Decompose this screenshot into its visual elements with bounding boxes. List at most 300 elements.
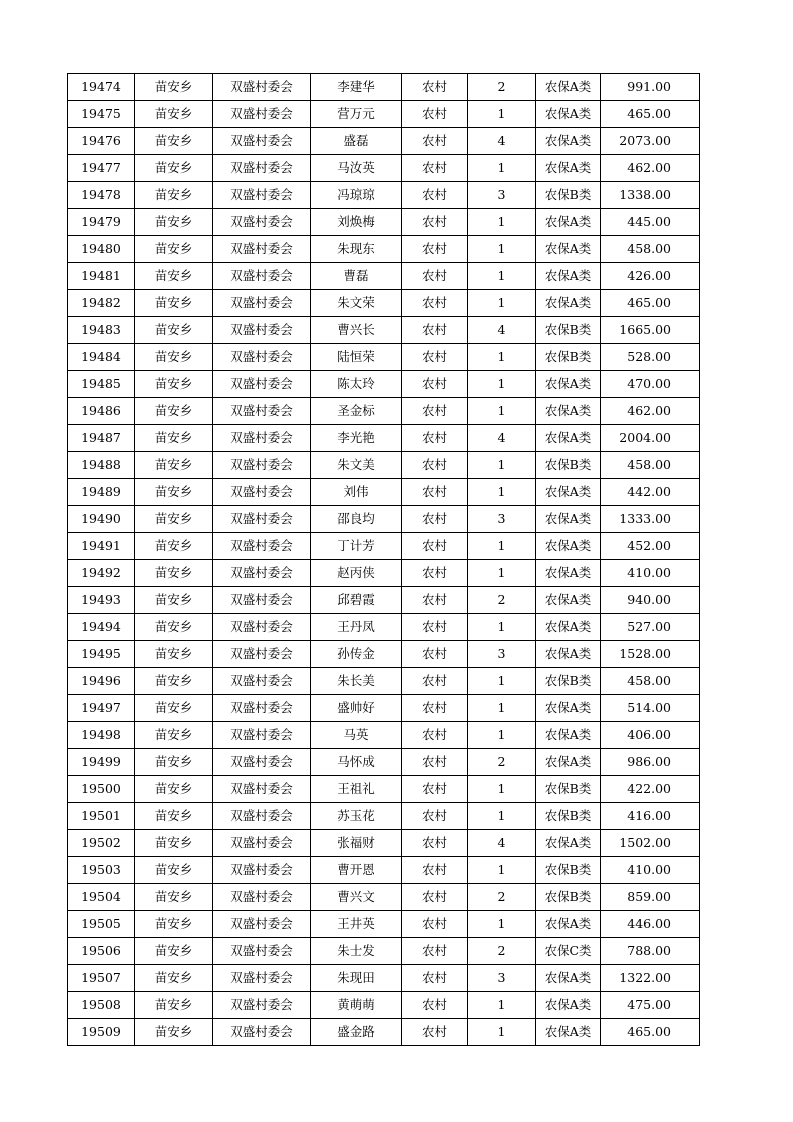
record-id-cell: 19483: [68, 317, 135, 344]
table-row: [68, 641, 700, 668]
table-row: [68, 398, 700, 425]
area-type-cell: 农村: [402, 533, 468, 560]
record-id-cell: 19498: [68, 722, 135, 749]
record-id-cell: 19495: [68, 641, 135, 668]
person-name-cell: 朱长美: [311, 668, 402, 695]
person-name-cell: 盛帅好: [311, 695, 402, 722]
amount-cell: 458.00: [601, 668, 700, 695]
amount-cell: 422.00: [601, 776, 700, 803]
township-cell: 苗安乡: [135, 236, 213, 263]
amount-cell: 465.00: [601, 290, 700, 317]
person-name-cell: 曹磊: [311, 263, 402, 290]
record-id-cell: 19496: [68, 668, 135, 695]
table-row: [68, 965, 700, 992]
amount-cell: 1322.00: [601, 965, 700, 992]
person-name-cell: 李光艳: [311, 425, 402, 452]
insurance-category-cell: 农保B类: [536, 317, 601, 344]
insurance-category-cell: 农保A类: [536, 965, 601, 992]
village-committee-cell: 双盛村委会: [213, 803, 311, 830]
amount-cell: 406.00: [601, 722, 700, 749]
household-count-cell: 2: [468, 749, 536, 776]
insurance-category-cell: 农保A类: [536, 74, 601, 101]
person-name-cell: 邵良均: [311, 506, 402, 533]
table-row: [68, 344, 700, 371]
insurance-category-cell: 农保B类: [536, 182, 601, 209]
record-id-cell: 19497: [68, 695, 135, 722]
household-count-cell: 4: [468, 425, 536, 452]
village-committee-cell: 双盛村委会: [213, 263, 311, 290]
record-id-cell: 19481: [68, 263, 135, 290]
township-cell: 苗安乡: [135, 695, 213, 722]
township-cell: 苗安乡: [135, 722, 213, 749]
person-name-cell: 黄萌萌: [311, 992, 402, 1019]
insurance-category-cell: 农保A类: [536, 560, 601, 587]
person-name-cell: 马怀成: [311, 749, 402, 776]
area-type-cell: 农村: [402, 398, 468, 425]
village-committee-cell: 双盛村委会: [213, 74, 311, 101]
township-cell: 苗安乡: [135, 614, 213, 641]
amount-cell: 458.00: [601, 236, 700, 263]
table-row: [68, 938, 700, 965]
amount-cell: 1528.00: [601, 641, 700, 668]
amount-cell: 1333.00: [601, 506, 700, 533]
person-name-cell: 盛磊: [311, 128, 402, 155]
household-count-cell: 1: [468, 722, 536, 749]
person-name-cell: 张福财: [311, 830, 402, 857]
person-name-cell: 苏玉花: [311, 803, 402, 830]
table-row: [68, 371, 700, 398]
record-id-cell: 19478: [68, 182, 135, 209]
insurance-category-cell: 农保B类: [536, 884, 601, 911]
table-row: [68, 236, 700, 263]
household-count-cell: 1: [468, 560, 536, 587]
record-id-cell: 19503: [68, 857, 135, 884]
amount-cell: 788.00: [601, 938, 700, 965]
table-row: [68, 614, 700, 641]
amount-cell: 452.00: [601, 533, 700, 560]
area-type-cell: 农村: [402, 317, 468, 344]
amount-cell: 1338.00: [601, 182, 700, 209]
table-row: [68, 101, 700, 128]
village-committee-cell: 双盛村委会: [213, 425, 311, 452]
insurance-category-cell: 农保A类: [536, 263, 601, 290]
amount-cell: 410.00: [601, 857, 700, 884]
area-type-cell: 农村: [402, 614, 468, 641]
area-type-cell: 农村: [402, 506, 468, 533]
record-id-cell: 19484: [68, 344, 135, 371]
village-committee-cell: 双盛村委会: [213, 344, 311, 371]
table-row: [68, 452, 700, 479]
township-cell: 苗安乡: [135, 533, 213, 560]
area-type-cell: 农村: [402, 425, 468, 452]
person-name-cell: 圣金标: [311, 398, 402, 425]
area-type-cell: 农村: [402, 992, 468, 1019]
person-name-cell: 曹兴文: [311, 884, 402, 911]
township-cell: 苗安乡: [135, 398, 213, 425]
village-committee-cell: 双盛村委会: [213, 857, 311, 884]
table-row: [68, 992, 700, 1019]
household-count-cell: 1: [468, 857, 536, 884]
area-type-cell: 农村: [402, 560, 468, 587]
household-count-cell: 1: [468, 992, 536, 1019]
township-cell: 苗安乡: [135, 182, 213, 209]
table-row: [68, 587, 700, 614]
insurance-category-cell: 农保B类: [536, 776, 601, 803]
person-name-cell: 刘伟: [311, 479, 402, 506]
household-count-cell: 2: [468, 74, 536, 101]
record-id-cell: 19488: [68, 452, 135, 479]
table-row: [68, 911, 700, 938]
insurance-category-cell: 农保B类: [536, 668, 601, 695]
household-count-cell: 3: [468, 182, 536, 209]
insurance-category-cell: 农保A类: [536, 587, 601, 614]
insurance-category-cell: 农保A类: [536, 479, 601, 506]
table-row: [68, 182, 700, 209]
household-count-cell: 3: [468, 506, 536, 533]
township-cell: 苗安乡: [135, 641, 213, 668]
person-name-cell: 马汝英: [311, 155, 402, 182]
village-committee-cell: 双盛村委会: [213, 182, 311, 209]
household-count-cell: 1: [468, 344, 536, 371]
area-type-cell: 农村: [402, 857, 468, 884]
table-row: [68, 749, 700, 776]
record-id-cell: 19476: [68, 128, 135, 155]
record-id-cell: 19479: [68, 209, 135, 236]
record-id-cell: 19505: [68, 911, 135, 938]
township-cell: 苗安乡: [135, 425, 213, 452]
village-committee-cell: 双盛村委会: [213, 938, 311, 965]
amount-cell: 475.00: [601, 992, 700, 1019]
table-row: [68, 263, 700, 290]
area-type-cell: 农村: [402, 938, 468, 965]
area-type-cell: 农村: [402, 695, 468, 722]
household-count-cell: 1: [468, 479, 536, 506]
table-row: [68, 1019, 700, 1046]
area-type-cell: 农村: [402, 884, 468, 911]
amount-cell: 462.00: [601, 398, 700, 425]
amount-cell: 2004.00: [601, 425, 700, 452]
household-count-cell: 1: [468, 398, 536, 425]
area-type-cell: 农村: [402, 452, 468, 479]
insurance-category-cell: 农保A类: [536, 992, 601, 1019]
area-type-cell: 农村: [402, 128, 468, 155]
village-committee-cell: 双盛村委会: [213, 560, 311, 587]
household-count-cell: 1: [468, 371, 536, 398]
record-id-cell: 19485: [68, 371, 135, 398]
person-name-cell: 丁计芳: [311, 533, 402, 560]
household-count-cell: 1: [468, 290, 536, 317]
record-id-cell: 19477: [68, 155, 135, 182]
insurance-category-cell: 农保A类: [536, 1019, 601, 1046]
household-count-cell: 4: [468, 317, 536, 344]
household-count-cell: 1: [468, 668, 536, 695]
amount-cell: 1665.00: [601, 317, 700, 344]
record-id-cell: 19486: [68, 398, 135, 425]
table-row: [68, 479, 700, 506]
record-id-cell: 19474: [68, 74, 135, 101]
village-committee-cell: 双盛村委会: [213, 533, 311, 560]
area-type-cell: 农村: [402, 101, 468, 128]
area-type-cell: 农村: [402, 236, 468, 263]
amount-cell: 442.00: [601, 479, 700, 506]
table-row: [68, 317, 700, 344]
area-type-cell: 农村: [402, 587, 468, 614]
area-type-cell: 农村: [402, 803, 468, 830]
township-cell: 苗安乡: [135, 344, 213, 371]
area-type-cell: 农村: [402, 965, 468, 992]
insurance-category-cell: 农保A类: [536, 101, 601, 128]
insurance-category-cell: 农保C类: [536, 938, 601, 965]
person-name-cell: 陈太玲: [311, 371, 402, 398]
amount-cell: 1502.00: [601, 830, 700, 857]
village-committee-cell: 双盛村委会: [213, 641, 311, 668]
record-id-cell: 19482: [68, 290, 135, 317]
township-cell: 苗安乡: [135, 911, 213, 938]
household-count-cell: 3: [468, 965, 536, 992]
township-cell: 苗安乡: [135, 317, 213, 344]
amount-cell: 458.00: [601, 452, 700, 479]
record-id-cell: 19493: [68, 587, 135, 614]
insurance-category-cell: 农保B类: [536, 803, 601, 830]
township-cell: 苗安乡: [135, 560, 213, 587]
person-name-cell: 孙传金: [311, 641, 402, 668]
insurance-category-cell: 农保A类: [536, 398, 601, 425]
village-committee-cell: 双盛村委会: [213, 452, 311, 479]
household-count-cell: 2: [468, 938, 536, 965]
person-name-cell: 朱文美: [311, 452, 402, 479]
area-type-cell: 农村: [402, 749, 468, 776]
household-count-cell: 1: [468, 695, 536, 722]
township-cell: 苗安乡: [135, 803, 213, 830]
record-id-cell: 19501: [68, 803, 135, 830]
person-name-cell: 王丹凤: [311, 614, 402, 641]
amount-cell: 986.00: [601, 749, 700, 776]
village-committee-cell: 双盛村委会: [213, 290, 311, 317]
village-committee-cell: 双盛村委会: [213, 236, 311, 263]
insurance-category-cell: 农保A类: [536, 371, 601, 398]
township-cell: 苗安乡: [135, 668, 213, 695]
area-type-cell: 农村: [402, 722, 468, 749]
area-type-cell: 农村: [402, 668, 468, 695]
household-count-cell: 1: [468, 101, 536, 128]
record-id-cell: 19499: [68, 749, 135, 776]
person-name-cell: 曹兴长: [311, 317, 402, 344]
village-committee-cell: 双盛村委会: [213, 965, 311, 992]
record-id-cell: 19509: [68, 1019, 135, 1046]
village-committee-cell: 双盛村委会: [213, 992, 311, 1019]
amount-cell: 462.00: [601, 155, 700, 182]
insurance-category-cell: 农保A类: [536, 533, 601, 560]
table-row: [68, 884, 700, 911]
township-cell: 苗安乡: [135, 263, 213, 290]
village-committee-cell: 双盛村委会: [213, 479, 311, 506]
household-count-cell: 2: [468, 587, 536, 614]
person-name-cell: 李建华: [311, 74, 402, 101]
person-name-cell: 朱士发: [311, 938, 402, 965]
person-name-cell: 陆恒荣: [311, 344, 402, 371]
table-row: [68, 857, 700, 884]
record-id-cell: 19506: [68, 938, 135, 965]
roster-table: [67, 73, 700, 1046]
record-id-cell: 19508: [68, 992, 135, 1019]
village-committee-cell: 双盛村委会: [213, 506, 311, 533]
village-committee-cell: 双盛村委会: [213, 371, 311, 398]
village-committee-cell: 双盛村委会: [213, 749, 311, 776]
record-id-cell: 19492: [68, 560, 135, 587]
village-committee-cell: 双盛村委会: [213, 128, 311, 155]
insurance-category-cell: 农保A类: [536, 290, 601, 317]
household-count-cell: 1: [468, 236, 536, 263]
insurance-category-cell: 农保A类: [536, 236, 601, 263]
table-row: [68, 722, 700, 749]
village-committee-cell: 双盛村委会: [213, 1019, 311, 1046]
village-committee-cell: 双盛村委会: [213, 884, 311, 911]
area-type-cell: 农村: [402, 344, 468, 371]
area-type-cell: 农村: [402, 830, 468, 857]
township-cell: 苗安乡: [135, 128, 213, 155]
township-cell: 苗安乡: [135, 155, 213, 182]
village-committee-cell: 双盛村委会: [213, 587, 311, 614]
insurance-category-cell: 农保A类: [536, 425, 601, 452]
township-cell: 苗安乡: [135, 371, 213, 398]
table-row: [68, 560, 700, 587]
area-type-cell: 农村: [402, 371, 468, 398]
insurance-category-cell: 农保A类: [536, 641, 601, 668]
household-count-cell: 4: [468, 830, 536, 857]
township-cell: 苗安乡: [135, 884, 213, 911]
record-id-cell: 19475: [68, 101, 135, 128]
amount-cell: 514.00: [601, 695, 700, 722]
record-id-cell: 19494: [68, 614, 135, 641]
area-type-cell: 农村: [402, 641, 468, 668]
township-cell: 苗安乡: [135, 830, 213, 857]
village-committee-cell: 双盛村委会: [213, 209, 311, 236]
household-count-cell: 1: [468, 209, 536, 236]
insurance-category-cell: 农保B类: [536, 857, 601, 884]
amount-cell: 991.00: [601, 74, 700, 101]
household-count-cell: 3: [468, 641, 536, 668]
township-cell: 苗安乡: [135, 452, 213, 479]
township-cell: 苗安乡: [135, 992, 213, 1019]
area-type-cell: 农村: [402, 290, 468, 317]
table-row: [68, 209, 700, 236]
household-count-cell: 1: [468, 614, 536, 641]
roster-body: [68, 74, 700, 1046]
amount-cell: 410.00: [601, 560, 700, 587]
person-name-cell: 冯琼琼: [311, 182, 402, 209]
insurance-category-cell: 农保A类: [536, 695, 601, 722]
household-count-cell: 1: [468, 776, 536, 803]
insurance-category-cell: 农保A类: [536, 911, 601, 938]
insurance-category-cell: 农保A类: [536, 749, 601, 776]
amount-cell: 2073.00: [601, 128, 700, 155]
household-count-cell: 2: [468, 884, 536, 911]
record-id-cell: 19480: [68, 236, 135, 263]
household-count-cell: 1: [468, 452, 536, 479]
household-count-cell: 1: [468, 533, 536, 560]
table-row: [68, 425, 700, 452]
household-count-cell: 1: [468, 911, 536, 938]
table-row: [68, 830, 700, 857]
village-committee-cell: 双盛村委会: [213, 830, 311, 857]
amount-cell: 465.00: [601, 101, 700, 128]
insurance-category-cell: 农保A类: [536, 128, 601, 155]
township-cell: 苗安乡: [135, 776, 213, 803]
township-cell: 苗安乡: [135, 938, 213, 965]
table-row: [68, 776, 700, 803]
person-name-cell: 朱文荣: [311, 290, 402, 317]
village-committee-cell: 双盛村委会: [213, 776, 311, 803]
township-cell: 苗安乡: [135, 587, 213, 614]
table-row: [68, 74, 700, 101]
record-id-cell: 19491: [68, 533, 135, 560]
township-cell: 苗安乡: [135, 74, 213, 101]
person-name-cell: 王井英: [311, 911, 402, 938]
insurance-category-cell: 农保A类: [536, 155, 601, 182]
insurance-category-cell: 农保B类: [536, 452, 601, 479]
record-id-cell: 19487: [68, 425, 135, 452]
area-type-cell: 农村: [402, 479, 468, 506]
person-name-cell: 盛金路: [311, 1019, 402, 1046]
township-cell: 苗安乡: [135, 506, 213, 533]
amount-cell: 528.00: [601, 344, 700, 371]
record-id-cell: 19489: [68, 479, 135, 506]
village-committee-cell: 双盛村委会: [213, 614, 311, 641]
village-committee-cell: 双盛村委会: [213, 317, 311, 344]
area-type-cell: 农村: [402, 911, 468, 938]
person-name-cell: 曹开恩: [311, 857, 402, 884]
household-count-cell: 4: [468, 128, 536, 155]
township-cell: 苗安乡: [135, 1019, 213, 1046]
table-row: [68, 803, 700, 830]
insurance-category-cell: 农保A类: [536, 830, 601, 857]
person-name-cell: 刘焕梅: [311, 209, 402, 236]
village-committee-cell: 双盛村委会: [213, 695, 311, 722]
area-type-cell: 农村: [402, 776, 468, 803]
table-row: [68, 290, 700, 317]
person-name-cell: 邱碧霞: [311, 587, 402, 614]
household-count-cell: 1: [468, 155, 536, 182]
village-committee-cell: 双盛村委会: [213, 911, 311, 938]
table-row: [68, 695, 700, 722]
insurance-category-cell: 农保A类: [536, 722, 601, 749]
record-id-cell: 19490: [68, 506, 135, 533]
record-id-cell: 19507: [68, 965, 135, 992]
area-type-cell: 农村: [402, 182, 468, 209]
amount-cell: 527.00: [601, 614, 700, 641]
township-cell: 苗安乡: [135, 209, 213, 236]
amount-cell: 470.00: [601, 371, 700, 398]
amount-cell: 465.00: [601, 1019, 700, 1046]
table-row: [68, 506, 700, 533]
township-cell: 苗安乡: [135, 965, 213, 992]
table-row: [68, 533, 700, 560]
village-committee-cell: 双盛村委会: [213, 101, 311, 128]
area-type-cell: 农村: [402, 155, 468, 182]
household-count-cell: 1: [468, 263, 536, 290]
amount-cell: 426.00: [601, 263, 700, 290]
insurance-category-cell: 农保A类: [536, 209, 601, 236]
area-type-cell: 农村: [402, 1019, 468, 1046]
person-name-cell: 赵丙侠: [311, 560, 402, 587]
amount-cell: 445.00: [601, 209, 700, 236]
table-row: [68, 668, 700, 695]
township-cell: 苗安乡: [135, 101, 213, 128]
village-committee-cell: 双盛村委会: [213, 398, 311, 425]
person-name-cell: 营万元: [311, 101, 402, 128]
township-cell: 苗安乡: [135, 290, 213, 317]
record-id-cell: 19500: [68, 776, 135, 803]
